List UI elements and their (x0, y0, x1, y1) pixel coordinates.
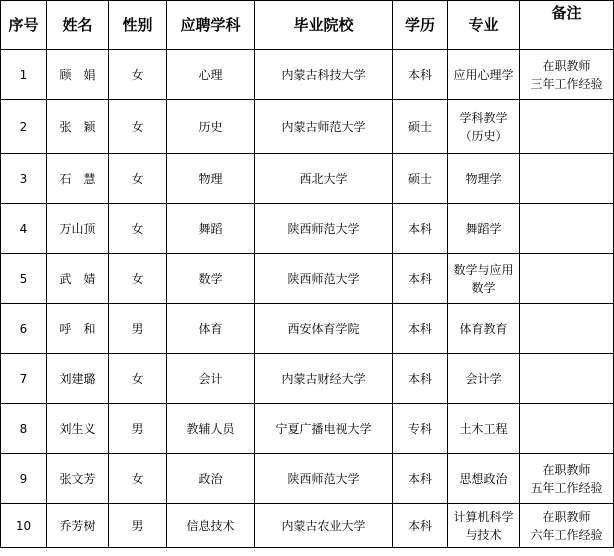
cell-remark: 在职教师 五年工作经验 (520, 454, 614, 504)
cell-school: 宁夏广播电视大学 (255, 404, 393, 454)
header-name: 姓名 (47, 1, 109, 50)
cell-major: 数学与应用 数学 (448, 254, 520, 304)
table-row (1, 154, 614, 204)
table-row (1, 50, 614, 100)
cell-degree: 本科 (393, 304, 448, 354)
cell-degree: 本科 (393, 204, 448, 254)
cell-degree: 本科 (393, 354, 448, 404)
table-row (1, 304, 614, 354)
cell-degree: 本科 (393, 454, 448, 504)
table-row (1, 404, 614, 454)
cell-index: 1 (1, 50, 47, 100)
header-remark: 备注 (520, 1, 614, 50)
cell-major: 应用心理学 (448, 50, 520, 100)
cell-degree: 本科 (393, 254, 448, 304)
cell-name: 呼 和 (47, 304, 109, 354)
cell-index: 3 (1, 154, 47, 204)
table-row (1, 504, 614, 548)
cell-major: 舞蹈学 (448, 204, 520, 254)
table-row (1, 100, 614, 154)
cell-name: 武 婧 (47, 254, 109, 304)
cell-school: 西北大学 (255, 154, 393, 204)
cell-school: 陕西师范大学 (255, 254, 393, 304)
cell-gender: 女 (109, 50, 167, 100)
cell-index: 8 (1, 404, 47, 454)
cell-major: 计算机科学 与技术 (448, 504, 520, 548)
header-school: 毕业院校 (255, 1, 393, 50)
cell-remark (520, 100, 614, 154)
cell-gender: 女 (109, 204, 167, 254)
cell-index: 7 (1, 354, 47, 404)
header-gender: 性别 (109, 1, 167, 50)
cell-gender: 男 (109, 304, 167, 354)
cell-gender: 女 (109, 354, 167, 404)
cell-name: 万山顶 (47, 204, 109, 254)
header-major: 专业 (448, 1, 520, 50)
cell-remark (520, 404, 614, 454)
cell-subject: 政治 (167, 454, 255, 504)
cell-school: 内蒙古农业大学 (255, 504, 393, 548)
cell-major: 学科教学 （历史） (448, 100, 520, 154)
header-degree: 学历 (393, 1, 448, 50)
cell-name: 刘生义 (47, 404, 109, 454)
table-row (1, 204, 614, 254)
cell-gender: 女 (109, 254, 167, 304)
cell-gender: 女 (109, 454, 167, 504)
cell-name: 刘建璐 (47, 354, 109, 404)
cell-gender: 女 (109, 100, 167, 154)
cell-gender: 女 (109, 154, 167, 204)
cell-subject: 物理 (167, 154, 255, 204)
table-row (1, 254, 614, 304)
cell-remark (520, 304, 614, 354)
cell-school: 内蒙古财经大学 (255, 354, 393, 404)
cell-school: 西安体育学院 (255, 304, 393, 354)
cell-subject: 会计 (167, 354, 255, 404)
cell-degree: 本科 (393, 50, 448, 100)
cell-degree: 硕士 (393, 100, 448, 154)
cell-subject: 心理 (167, 50, 255, 100)
cell-name: 顾 娟 (47, 50, 109, 100)
cell-subject: 体育 (167, 304, 255, 354)
cell-major: 土木工程 (448, 404, 520, 454)
cell-remark: 在职教师 六年工作经验 (520, 504, 614, 548)
cell-major: 体育教育 (448, 304, 520, 354)
cell-school: 陕西师范大学 (255, 454, 393, 504)
cell-remark (520, 254, 614, 304)
cell-name: 张 颖 (47, 100, 109, 154)
cell-subject: 教辅人员 (167, 404, 255, 454)
cell-major: 思想政治 (448, 454, 520, 504)
table-row (1, 354, 614, 404)
cell-index: 10 (1, 504, 47, 548)
cell-gender: 男 (109, 404, 167, 454)
cell-major: 会计学 (448, 354, 520, 404)
cell-school: 陕西师范大学 (255, 204, 393, 254)
table-row (1, 454, 614, 504)
cell-school: 内蒙古科技大学 (255, 50, 393, 100)
cell-degree: 本科 (393, 504, 448, 548)
cell-index: 2 (1, 100, 47, 154)
cell-major: 物理学 (448, 154, 520, 204)
cell-index: 4 (1, 204, 47, 254)
cell-remark (520, 204, 614, 254)
header-row (1, 1, 614, 50)
cell-remark (520, 354, 614, 404)
cell-subject: 舞蹈 (167, 204, 255, 254)
cell-name: 乔芳树 (47, 504, 109, 548)
cell-name: 张文芳 (47, 454, 109, 504)
cell-name: 石 慧 (47, 154, 109, 204)
cell-subject: 信息技术 (167, 504, 255, 548)
cell-degree: 硕士 (393, 154, 448, 204)
cell-index: 5 (1, 254, 47, 304)
cell-remark (520, 154, 614, 204)
cell-degree: 专科 (393, 404, 448, 454)
cell-index: 6 (1, 304, 47, 354)
table-body (1, 50, 614, 548)
header-subject: 应聘学科 (167, 1, 255, 50)
cell-index: 9 (1, 454, 47, 504)
cell-school: 内蒙古师范大学 (255, 100, 393, 154)
cell-subject: 数学 (167, 254, 255, 304)
cell-remark: 在职教师 三年工作经验 (520, 50, 614, 100)
cell-gender: 男 (109, 504, 167, 548)
header-index: 序号 (1, 1, 47, 50)
cell-subject: 历史 (167, 100, 255, 154)
